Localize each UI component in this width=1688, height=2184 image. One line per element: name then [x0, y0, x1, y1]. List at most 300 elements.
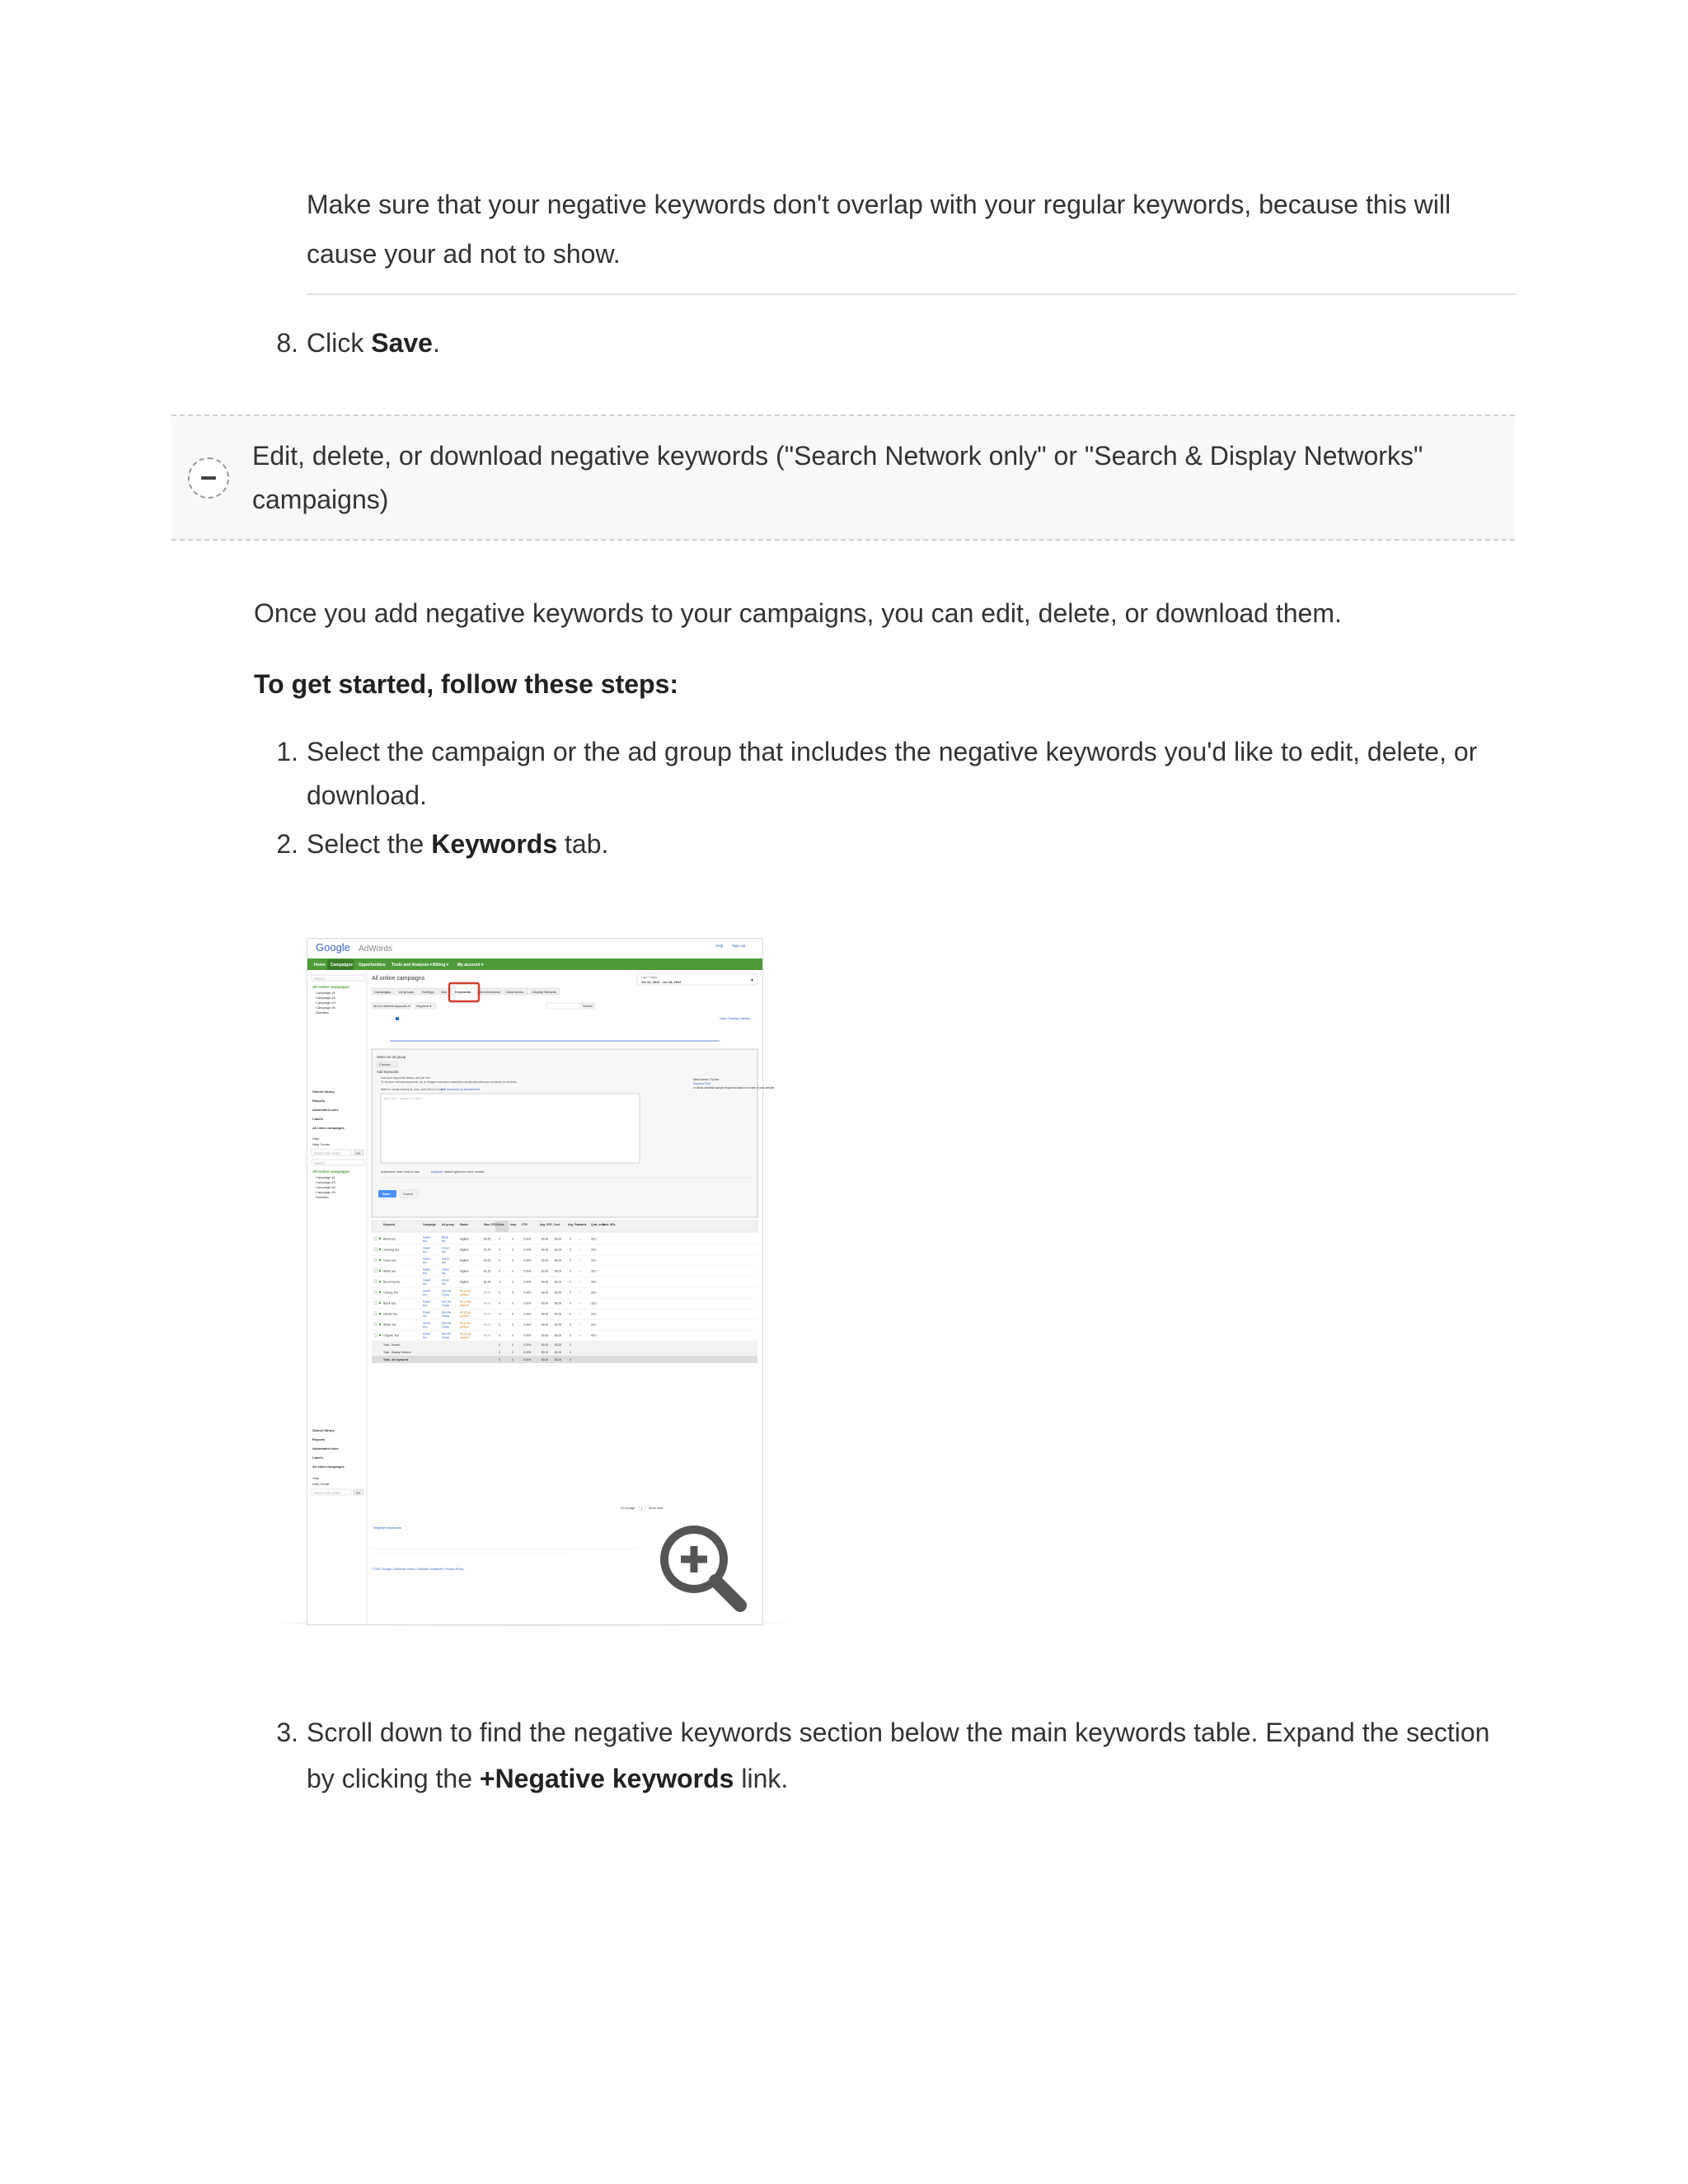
metric-cell: $0.00 [542, 1237, 549, 1241]
signout-link: Sign out [732, 944, 746, 948]
adgroup-cell: New Ad [442, 1300, 452, 1304]
metric-cell: $0.00 [555, 1351, 562, 1354]
metric-cell: $0.00 [555, 1280, 562, 1284]
metric-cell: 0.00% [523, 1280, 532, 1284]
metric-cell: 0 [512, 1258, 513, 1263]
svg-text:Campaigns: Campaigns [374, 990, 392, 994]
svg-text:Add keywords: Add keywords [377, 1070, 399, 1074]
keyword-cell: Ginseng tea [383, 1248, 399, 1252]
nav-tab-account: My account ▾ [457, 963, 484, 968]
svg-text:Status: Status [460, 1223, 469, 1226]
adgroup-cell: Green [442, 1257, 450, 1261]
row-checkbox [374, 1258, 377, 1262]
svg-text:1: 1 [640, 1507, 643, 1511]
svg-text:keyword: keyword [431, 1170, 443, 1174]
svg-text:▾: ▾ [751, 978, 754, 983]
metric-cell: 0 [512, 1237, 513, 1241]
metric-cell: -- [579, 1323, 582, 1327]
sidebar-help-center: Help Center [312, 1142, 331, 1146]
nav-tab-home: Home [314, 963, 326, 968]
row-checkbox [374, 1312, 377, 1315]
metric-cell: 0 [499, 1323, 500, 1327]
metric-cell: 0.00% [523, 1237, 532, 1241]
svg-text:paused: paused [460, 1325, 469, 1329]
svg-text:paused: paused [460, 1293, 469, 1296]
metric-cell: $0.00 [555, 1312, 562, 1316]
step-text: Click [307, 328, 372, 358]
metric-cell: 0 [499, 1301, 500, 1305]
metric-cell: $0.00 [542, 1291, 549, 1295]
metric-cell: 0 [512, 1333, 513, 1338]
adwords-screenshot-figure[interactable] [307, 938, 776, 1625]
intro-text: Once you add negative keywords to your campaigns, you can edit, delete, or download them. [254, 598, 1342, 628]
metric-cell: 0 [499, 1291, 500, 1295]
table-row[interactable] [372, 1236, 757, 1245]
status-cell: Eligible [460, 1237, 469, 1241]
svg-text:Keyword Tool: Keyword Tool [693, 1082, 710, 1085]
svg-text:Group: Group [442, 1304, 450, 1307]
quality-score-cell: 3/10 [591, 1258, 597, 1263]
quality-score-cell: 3/10 [591, 1237, 597, 1241]
metric-cell: 0.00% [523, 1333, 532, 1338]
keyword-cell: Herbal Tea [383, 1312, 397, 1316]
row-checkbox [374, 1301, 377, 1305]
expandable-section-header[interactable] [171, 415, 1515, 541]
svg-text:tea: tea [442, 1272, 446, 1275]
status-dot-icon [379, 1324, 381, 1325]
help-link: Help [715, 944, 724, 948]
totals-row [372, 1341, 757, 1348]
metric-cell: 0 [499, 1351, 500, 1354]
metric-cell: $0.00 [555, 1237, 562, 1241]
metric-cell: -- [579, 1333, 582, 1338]
metric-cell: 0 [570, 1301, 571, 1305]
svg-text:tea: tea [423, 1282, 427, 1286]
metric-cell: 0.00% [523, 1323, 532, 1327]
metric-cell: 0.00% [523, 1301, 532, 1305]
metric-cell: 0 [499, 1258, 500, 1263]
svg-text:Avg. CPC: Avg. CPC [540, 1223, 552, 1226]
svg-text:Segment ▾: Segment ▾ [416, 1005, 432, 1008]
sidebar-link: Reports [312, 1099, 326, 1103]
campaign-cell: Sweet [423, 1321, 431, 1325]
row-checkbox [374, 1248, 377, 1251]
status-cell: Ad group [460, 1300, 471, 1304]
svg-text:Group: Group [442, 1325, 450, 1329]
metric-cell: $0.00 [542, 1248, 549, 1252]
bid-cell: $0.00 [484, 1323, 491, 1327]
metric-cell: 0 [512, 1301, 513, 1305]
metric-cell: $0.00 [555, 1301, 562, 1305]
svg-text:tea: tea [423, 1325, 427, 1329]
row-checkbox [374, 1269, 377, 1272]
metric-cell: 0.00% [523, 1269, 532, 1273]
sidebar-link: All video campaigns [312, 1126, 345, 1130]
svg-text:Ads: Ads [441, 990, 447, 994]
svg-text:Labels: Labels [312, 1455, 323, 1460]
metric-cell: $0.00 [542, 1280, 549, 1284]
svg-text:Go: Go [356, 1491, 361, 1495]
svg-text:match types for more control.: match types for more control. [444, 1170, 485, 1174]
svg-text:Choose...: Choose... [379, 1063, 393, 1066]
table-row[interactable] [372, 1279, 757, 1288]
keyword-cell: Organic Tea [383, 1333, 399, 1338]
metric-cell: $0.00 [542, 1358, 549, 1361]
metric-cell: $0.00 [555, 1258, 562, 1263]
metric-cell: 0 [512, 1312, 513, 1316]
sidebar-campaign: Campaign #5 [316, 1005, 335, 1010]
svg-text:Sweetea: Sweetea [316, 1195, 329, 1199]
bid-cell: $0.00 [484, 1291, 491, 1295]
metric-cell: $0.00 [555, 1323, 562, 1327]
step-text: Select the campaign or the ad group that includes the negative keywords you'd like to edit, delete, or download. [307, 737, 1478, 810]
step-bold: Keywords [431, 829, 558, 859]
sidebar-campaign: Campaign #1 [316, 991, 335, 995]
steps-heading: To get started, follow these steps: [254, 669, 679, 699]
quality-score-cell: 4/10 [591, 1280, 597, 1284]
adwords-screenshot [307, 939, 776, 1624]
svg-text:CTR: CTR [522, 1223, 528, 1226]
status-dot-icon [379, 1238, 381, 1240]
status-cell: Eligible [460, 1280, 469, 1284]
step-number: 1. [276, 737, 298, 766]
svg-text:Select an ad group: Select an ad group [377, 1055, 406, 1059]
step-bold: Save [371, 328, 433, 358]
status-dot-icon [379, 1313, 381, 1315]
metric-cell: $0.00 [555, 1343, 562, 1347]
view-change-history: View Change History [720, 1016, 751, 1020]
keyword-cell: Blooming tea [383, 1280, 401, 1284]
metric-cell: $0.00 [542, 1351, 549, 1354]
bid-cell: $3.00 [484, 1258, 491, 1263]
svg-text:Labels: Labels [578, 1223, 587, 1226]
metric-cell: 0 [499, 1237, 500, 1241]
svg-text:Need ideas? Try the: Need ideas? Try the [693, 1078, 720, 1081]
status-cell: Eligible [460, 1258, 469, 1263]
svg-text:Group: Group [442, 1336, 450, 1339]
svg-text:Cancel: Cancel [403, 1193, 413, 1196]
keyword-cell: Black Tea [383, 1301, 396, 1305]
svg-text:Search: Search [314, 1160, 325, 1165]
table-row[interactable] [372, 1290, 757, 1299]
metric-cell: $0.00 [555, 1358, 562, 1361]
metric-cell: 0 [570, 1258, 571, 1263]
quality-score-cell: 3/10 [591, 1269, 597, 1273]
campaign-cell: Sweet [423, 1310, 431, 1315]
table-row[interactable] [372, 1268, 757, 1277]
step-number: 8. [276, 328, 298, 358]
row-checkbox [374, 1237, 377, 1240]
svg-text:tea: tea [423, 1336, 427, 1339]
svg-text:paused: paused [460, 1336, 469, 1339]
sidebar-campaign: Campaign #4 [316, 1001, 335, 1005]
svg-text:Add your keywords below, one p: Add your keywords below, one per line. [381, 1076, 431, 1080]
note-text: Make sure that your negative keywords don't overlap with your regular keywords, because this will cause your ad not to show. [307, 190, 1451, 269]
metric-cell: $0.00 [542, 1312, 549, 1316]
quality-score-cell: 3/10 [591, 1301, 597, 1305]
sidebar-link: Automated rules [312, 1108, 339, 1112]
metric-cell: 0 [570, 1269, 571, 1273]
totals-label: Total - Display Network [383, 1351, 411, 1354]
status-cell: Eligible [460, 1269, 469, 1273]
row-checkbox [374, 1291, 377, 1294]
metric-cell: 0.00% [523, 1343, 532, 1347]
svg-text:Help Center: Help Center [312, 1482, 331, 1486]
bid-cell: $0.00 [484, 1301, 491, 1305]
svg-text:Campaign #5: Campaign #5 [316, 1190, 335, 1194]
keyword-cell: Oolong Tea [383, 1291, 398, 1295]
step-suffix: . [432, 328, 440, 358]
sidebar-search-text: Search [314, 976, 325, 981]
metric-cell: 0 [570, 1333, 571, 1338]
metric-cell: 0 [570, 1351, 571, 1354]
metric-cell: $0.00 [555, 1269, 562, 1273]
metric-cell: 0 [570, 1343, 571, 1347]
svg-text:Help: Help [312, 1476, 320, 1480]
step-number: 2. [276, 829, 298, 859]
metric-cell: $0.00 [542, 1333, 549, 1338]
sidebar-campaign: Campaign #3 [316, 996, 335, 1000]
keywords-textarea [381, 1094, 640, 1163]
quality-score-cell: 3/10 [591, 1323, 597, 1327]
row-checkbox [374, 1323, 377, 1326]
figure-footer: © 2012 Google | AdWords Home | Editorial Guidelines | Privacy Policy [372, 1568, 464, 1571]
status-cell: Ad group [460, 1289, 471, 1293]
metric-cell: 0 [499, 1269, 500, 1273]
adgroup-cell: Green [442, 1246, 450, 1250]
svg-text:tea: tea [423, 1250, 427, 1254]
zoom-in-icon[interactable] [658, 1523, 750, 1615]
svg-text:Cost: Cost [554, 1223, 560, 1226]
svg-text:Keyword: Keyword [383, 1223, 395, 1226]
metric-cell: 0 [570, 1358, 571, 1361]
svg-text:Add keywords by spreadsheet: Add keywords by spreadsheet [441, 1088, 480, 1091]
totals-label: Total - Search [383, 1343, 401, 1347]
svg-text:Campaign: Campaign [423, 1223, 436, 1226]
adgroup-cell: Green [442, 1268, 450, 1272]
bid-cell: $0.00 [484, 1312, 491, 1316]
svg-text:All online campaigns: All online campaigns [312, 1169, 350, 1174]
status-cell: Ad group [460, 1310, 471, 1315]
minus-circle-icon[interactable] [188, 457, 229, 499]
campaign-cell: Sweet [423, 1246, 431, 1250]
totals-label: Total - all keywords [383, 1358, 409, 1361]
svg-text:or check out these sample keyw: or check out these sample keywords based on a scan of your website. [693, 1086, 776, 1090]
table-row[interactable] [372, 1311, 757, 1320]
metric-cell: 0 [499, 1248, 500, 1252]
svg-text:Qual. score: Qual. score [591, 1223, 606, 1226]
metric-cell: 0 [570, 1280, 571, 1284]
svg-text:Go to page: Go to page [621, 1507, 635, 1510]
row-checkbox [374, 1333, 377, 1337]
svg-text:Ad extensions: Ad extensions [480, 990, 501, 994]
metric-cell: -- [579, 1248, 582, 1252]
metric-cell: 0 [499, 1343, 500, 1347]
svg-text:Impr.: Impr. [510, 1223, 517, 1226]
svg-text:tea: tea [423, 1315, 427, 1318]
svg-text:paused: paused [460, 1304, 469, 1307]
totals-row [372, 1348, 757, 1356]
table-row[interactable] [372, 1258, 757, 1267]
metric-cell: -- [579, 1291, 582, 1295]
svg-text:Shared library: Shared library [312, 1428, 335, 1432]
campaign-cell: Sweet [423, 1300, 431, 1304]
metric-cell: $0.00 [542, 1269, 549, 1273]
campaign-cell: Sweet [423, 1278, 431, 1282]
svg-text:tea: tea [423, 1272, 427, 1275]
metric-cell: $0.00 [542, 1258, 549, 1263]
section-title[interactable]: Edit, delete, or download negative keywords ("Search Network only" or "Search & Display Networks" campaigns) [252, 441, 1423, 514]
sidebar-help: Help [312, 1137, 320, 1141]
keyword-cell: White Tea [383, 1323, 396, 1327]
metric-cell: -- [579, 1312, 582, 1316]
svg-text:Dimensions: Dimensions [506, 990, 523, 994]
step-text: Select the [307, 829, 432, 859]
date-range: Jul 12, 2012 - Jul 18, 2012 [641, 980, 682, 984]
metric-cell: 0 [512, 1351, 513, 1354]
status-cell: Ad group [460, 1332, 471, 1336]
quality-score-cell: 4/10 [591, 1312, 597, 1316]
metric-cell: 0 [499, 1312, 500, 1316]
svg-text:tea: tea [423, 1261, 427, 1264]
sidebar-go: Go [356, 1151, 361, 1155]
svg-text:Ad group: Ad group [442, 1223, 454, 1226]
status-dot-icon [379, 1334, 381, 1336]
totals-row [372, 1356, 757, 1363]
keywords-table-body [372, 1236, 757, 1342]
status-dot-icon [379, 1270, 381, 1272]
status-dot-icon [379, 1291, 381, 1293]
svg-text:Reports: Reports [312, 1437, 326, 1441]
nav-tab-opportunities: Opportunities [359, 963, 386, 968]
nav-tab-billing: Billing ▾ [433, 963, 449, 968]
sidebar-campaign: Sweetea [316, 1010, 329, 1015]
svg-text:tea: tea [442, 1250, 446, 1254]
svg-text:Group: Group [442, 1315, 450, 1318]
bid-cell: $0.00 [484, 1333, 491, 1338]
campaign-cell: Sweet [423, 1235, 431, 1240]
status-dot-icon [379, 1302, 381, 1304]
sidebar-all-campaigns: All online campaigns [312, 985, 350, 989]
svg-text:Save: Save [382, 1193, 390, 1196]
status-cell: Eligible [460, 1248, 469, 1252]
svg-text:tea: tea [423, 1293, 427, 1296]
bid-cell: $1.25 [484, 1248, 491, 1252]
campaign-cell: Sweet [423, 1268, 431, 1272]
sidebar-help-search: Search help center [314, 1151, 340, 1155]
divider [307, 293, 1517, 295]
step-number: 3. [276, 1718, 298, 1747]
status-dot-icon [379, 1249, 381, 1250]
svg-text:Want to create keywords, bids,: Want to create keywords, bids, and URLs in bulk? [381, 1088, 445, 1091]
metric-cell: -- [579, 1280, 582, 1284]
metric-cell: -- [579, 1237, 582, 1241]
keyword-cell: Green tea [383, 1258, 396, 1263]
svg-text:Group: Group [442, 1293, 450, 1296]
table-row[interactable] [372, 1333, 757, 1342]
svg-text:Display Network: Display Network [532, 990, 556, 994]
svg-text:Campaign #1: Campaign #1 [316, 1175, 335, 1179]
svg-text:paused: paused [460, 1315, 469, 1318]
svg-text:tea: tea [423, 1304, 427, 1307]
metric-cell: 0.00% [523, 1312, 532, 1316]
metric-cell: 0.00% [523, 1351, 532, 1354]
svg-text:Search help center: Search help center [314, 1491, 340, 1495]
sidebar-link: Shared library [312, 1090, 335, 1094]
metric-cell: $0.00 [555, 1248, 562, 1252]
svg-text:Ad groups: Ad groups [399, 990, 415, 994]
metric-cell: 0 [499, 1358, 500, 1361]
metric-cell: 0 [512, 1269, 513, 1273]
svg-text:Clicks: Clicks [496, 1223, 504, 1226]
metric-cell: 0 [499, 1280, 500, 1284]
svg-text:Advanced: learn how to use: Advanced: learn how to use [381, 1170, 420, 1174]
bid-cell: $1.00 [484, 1280, 491, 1284]
svg-text:Campaign #3: Campaign #3 [316, 1180, 335, 1184]
keywords-table-totals [372, 1341, 757, 1363]
table-row[interactable] [372, 1247, 757, 1256]
svg-text:tea: tea [442, 1261, 446, 1264]
metric-cell: $0.00 [542, 1323, 549, 1327]
table-row[interactable] [372, 1301, 757, 1310]
svg-text:To choose relevant keywords, t: To choose relevant keywords, try to imagine how your customers would describe your products or services. [381, 1080, 518, 1084]
metric-cell: 0 [512, 1343, 513, 1347]
metric-cell: $0.00 [542, 1301, 549, 1305]
metric-cell: 0 [570, 1248, 571, 1252]
adgroup-cell: New Ad [442, 1289, 452, 1293]
svg-text:Show rows: Show rows [649, 1507, 663, 1510]
sidebar-link: Labels [312, 1117, 323, 1121]
status-cell: Ad group [460, 1321, 471, 1325]
metric-cell: $0.00 [542, 1343, 549, 1347]
svg-text:tea: tea [442, 1282, 446, 1286]
svg-text:All video campaigns: All video campaigns [312, 1465, 345, 1469]
metric-cell: -- [579, 1269, 582, 1273]
step-suffix: tab. [557, 829, 609, 859]
bid-cell: $1.25 [484, 1269, 491, 1273]
metric-cell: 0 [570, 1323, 571, 1327]
adgroup-cell: New Ad [442, 1321, 452, 1325]
adgroup-cell: Green [442, 1278, 450, 1282]
metric-cell: 0 [499, 1333, 500, 1338]
nav-tab-tools: Tools and Analysis ▾ [392, 963, 432, 968]
quality-score-cell: 3/10 [591, 1248, 597, 1252]
main-title: All online campaigns [372, 976, 425, 982]
step-text: Scroll down to find the negative keywords section below the main keywords table. Expand the section by clicking the [307, 1718, 1490, 1793]
quality-score-cell: 3/10 [591, 1291, 597, 1295]
google-logo: Google [316, 941, 350, 954]
metric-cell: 0 [512, 1323, 513, 1327]
svg-text:tea: tea [423, 1240, 427, 1243]
svg-text:Search: Search [583, 1005, 593, 1008]
campaign-cell: Sweet [423, 1257, 431, 1261]
metric-cell: 0 [512, 1291, 513, 1295]
quality-score-cell: 4/10 [591, 1333, 597, 1338]
svg-text:add your keywords here: add your keywords here [384, 1098, 423, 1101]
metric-cell: 0.00% [523, 1258, 532, 1263]
metric-cell: 0 [512, 1358, 513, 1361]
keyword-cell: White tea [383, 1269, 396, 1273]
adwords-logo: AdWords [359, 944, 392, 954]
campaign-cell: Sweet [423, 1289, 431, 1293]
metric-cell: 0 [570, 1312, 571, 1316]
metric-cell: 0.00% [523, 1248, 532, 1252]
metric-cell: $0.00 [555, 1333, 562, 1338]
nav-tab-campaigns: Campaigns [331, 963, 353, 968]
table-row[interactable] [372, 1322, 757, 1331]
svg-text:Campaign #4: Campaign #4 [316, 1185, 335, 1189]
campaign-cell: Sweet [423, 1332, 431, 1336]
